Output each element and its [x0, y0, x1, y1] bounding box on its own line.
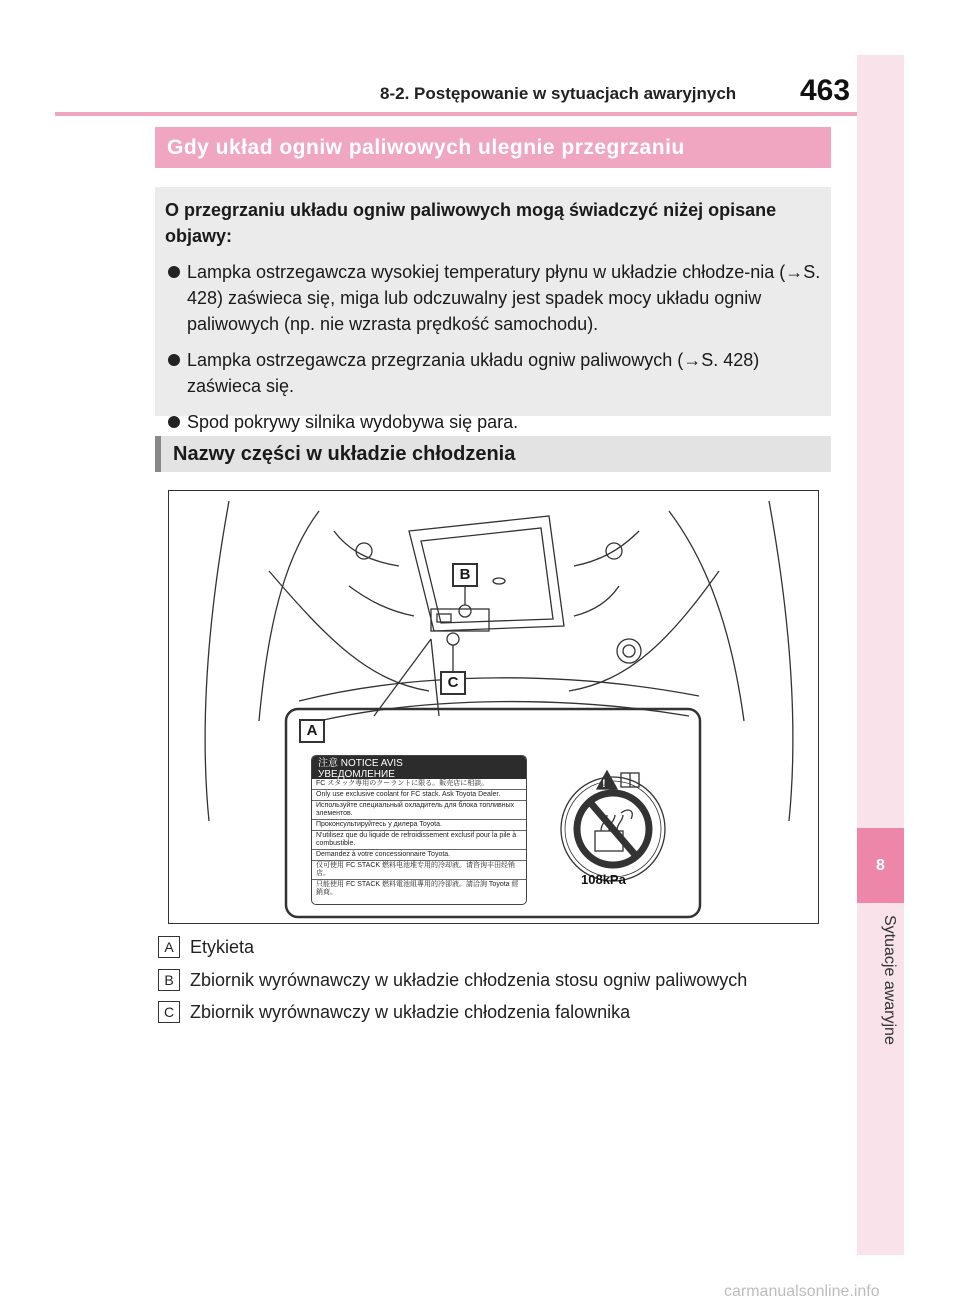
notice-line: FC スタック専用のクーラントに限る。販売店に相談。 [312, 779, 526, 790]
legend-item-b [158, 969, 747, 991]
chapter-number: 8 [857, 828, 904, 903]
legend-tag: B [158, 969, 180, 991]
symptoms-box [155, 187, 831, 432]
notice-line: Используйте специальный охладитель для блока топливных элементов. [312, 801, 526, 820]
main-heading: Gdy układ ogniw paliwowych ulegnie przegrzaniu [155, 127, 831, 168]
page-number: 463 [800, 74, 851, 107]
cooling-parts-heading: Nazwy części w układzie chłodzenia [155, 436, 831, 472]
callout-a: A [299, 719, 325, 743]
callout-c: C [440, 671, 466, 695]
bullet-icon [168, 416, 180, 428]
svg-text:!: ! [602, 778, 606, 790]
coolant-notice-label [311, 755, 527, 905]
section-title: 8-2. Postępowanie w sytuacjach awaryjnych [380, 84, 737, 103]
notice-header-line1: 注意 NOTICE AVIS [318, 758, 403, 769]
symptom-text: Lampka ostrzegawcza wysokiej temperatury płynu w układzie chłodze-nia (→S. 428) zaświeca się, miga lub odczuwalny jest spadek mocy układu ogniw paliwowych (np. nie wzrasta prędkość samochodu). [187, 262, 821, 334]
symptom-text: Spod pokrywy silnika wydobywa się para. [187, 412, 519, 432]
notice-line: Проконсультируйтесь у дилера Toyota. [312, 820, 526, 831]
notice-header-line2: УВЕДОМЛЕНИЕ [318, 769, 395, 780]
legend-text: Etykieta [190, 936, 255, 957]
notice-line: Only use exclusive coolant for FC stack. Ask Toyota Dealer. [312, 790, 526, 801]
notice-line: 只能使用 FC STACK 燃料電池組專用的冷卻液。請洽詢 Toyota 經銷商。 [316, 881, 519, 896]
notice-header [312, 756, 526, 779]
callout-b: B [452, 563, 478, 587]
bullet-icon [168, 266, 180, 278]
watermark: carmanualsonline.info [724, 1283, 880, 1300]
legend-tag: C [158, 1001, 180, 1023]
legend-item-a [158, 936, 254, 958]
header-divider [55, 112, 858, 116]
chapter-label: Sytuacje awaryjne [881, 915, 898, 1045]
legend-tag: A [158, 936, 180, 958]
symptom-item [165, 409, 821, 435]
pressure-rating: 108kPa [581, 872, 626, 887]
legend-item-c [158, 1001, 630, 1023]
notice-line: N'utilisez que du liquide de refroidissement exclusif pour la pile à combustible. [312, 831, 526, 850]
notice-line: 仅可使用 FC STACK 燃料电池堆专用的冷却液。请咨询丰田经销店。 [312, 861, 526, 880]
symptom-text: Lampka ostrzegawcza przegrzania układu ogniw paliwowych (→S. 428) zaświeca się. [187, 350, 760, 396]
symptoms-intro: O przegrzaniu układu ogniw paliwowych mogą świadczyć niżej opisane objawy: [165, 200, 777, 246]
notice-line: Demandez à votre concessionnaire Toyota. [312, 850, 526, 861]
symptom-item [165, 347, 821, 399]
bullet-icon [168, 354, 180, 366]
legend-text: Zbiornik wyrównawczy w układzie chłodzenia falownika [190, 1001, 631, 1022]
symptom-item [165, 259, 821, 337]
legend-text: Zbiornik wyrównawczy w układzie chłodzenia stosu ogniw paliwowych [190, 969, 748, 990]
chapter-side-tab [857, 55, 904, 1255]
